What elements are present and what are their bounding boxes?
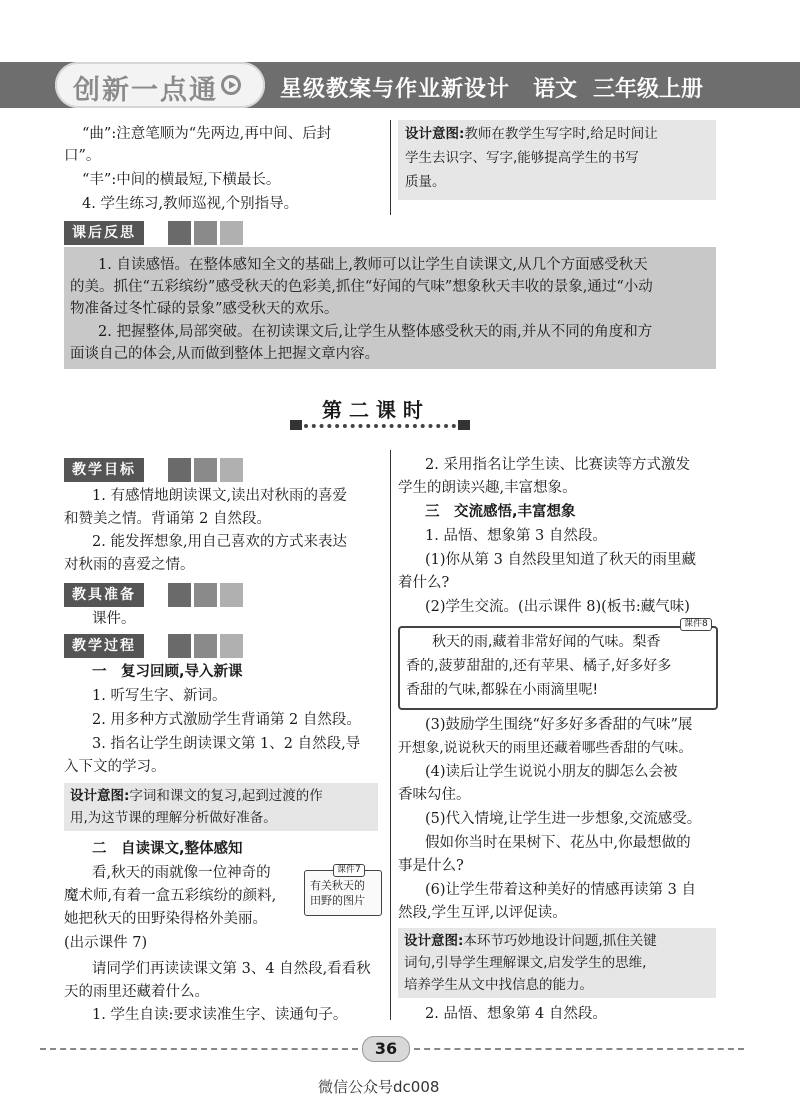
footer-dash-right (414, 1048, 744, 1050)
question6-line2: 然段,学生互评,以评促读。 (398, 905, 567, 921)
reflection-p1-line2: 的美。抓住“五彩缤纷”感受秋天的色彩美,抓住“好闻的气味”想象秋天丰收的景象,通过“小动 (70, 279, 653, 295)
design-note-right-line3: 培养学生从文中找信息的能力。 (404, 977, 593, 993)
question1-line2: 着什么? (398, 575, 450, 591)
design-note-left-line1 (70, 786, 323, 807)
watermark: 微信公众号dc008 (318, 1078, 440, 1096)
process-header (64, 634, 274, 658)
decor-square (220, 458, 243, 482)
step2-text-line3: 她把秋天的田野染得格外美丽。 (64, 911, 267, 927)
goal2-line2: 对秋雨的喜爱之情。 (64, 557, 195, 573)
step2-p2-line1: 请同学们再读读课文第 3、4 自然段,看看秋 (92, 961, 371, 977)
step1-title: 一 复习回顾,导入新课 (92, 664, 243, 680)
step1-item1: 1. 听写生字、新词。 (92, 688, 227, 704)
practice-step: 4. 学生练习,教师巡视,个别指导。 (82, 196, 299, 212)
question5: (5)代入情境,让学生进一步想象,交流感受。 (425, 811, 702, 827)
tools-header (64, 583, 274, 607)
design-note-top-line1 (405, 124, 658, 145)
design-note-left-line2: 用,为这节课的理解分析做好准备。 (70, 810, 277, 826)
decor-square (194, 221, 217, 245)
step2-item1: 1. 学生自读:要求读准生字、读通句子。 (92, 1007, 348, 1023)
step2-text-line1: 看,秋天的雨就像一位神奇的 (92, 865, 271, 881)
step2-text-line4: (出示课件 7) (64, 935, 148, 951)
decor-square (220, 634, 243, 658)
tools-tag: 教具准备 (64, 583, 144, 607)
step3-item1: 1. 品悟、想象第 3 自然段。 (425, 528, 607, 544)
decor-square (194, 634, 217, 658)
play-icon (221, 75, 241, 95)
question3-line1: (3)鼓励学生围绕“好多好多香甜的气味”展 (425, 717, 693, 733)
step2-title: 二 自读课文,整体感知 (92, 841, 243, 857)
courseware7-line2: 田野的图片 (310, 894, 365, 907)
column-divider-top (390, 120, 391, 215)
design-note-label: 设计意图: (70, 788, 130, 804)
goal1-line2: 和赞美之情。背诵第 2 自然段。 (64, 511, 271, 527)
design-note-text: 教师在教学生写字时,给足时间让 (464, 126, 658, 142)
courseware7-tag: 课件7 (333, 864, 365, 877)
decor-bar (458, 420, 470, 430)
lesson-title: 第 二 课 时 (322, 398, 423, 422)
question5-a-line2: 事是什么? (398, 858, 464, 874)
decor-square (194, 583, 217, 607)
title-underline (304, 424, 456, 428)
footer-dash-left (40, 1048, 358, 1050)
reflection-p2-line2: 面谈自己的体会,从而做到整体上把握文章内容。 (70, 346, 380, 362)
column-divider-main (390, 450, 391, 1020)
tools-text: 课件。 (92, 611, 136, 627)
feng-stroke-note: “丰”:中间的横最短,下横最长。 (82, 172, 281, 188)
book-title: 星级教案与作业新设计 (280, 77, 511, 102)
decor-square (168, 458, 191, 482)
question2: (2)学生交流。(出示课件 8)(板书:藏气味) (425, 599, 690, 615)
question4-line2: 香味勾住。 (398, 787, 471, 803)
question3-line2: 开想象,说说秋天的雨里还藏着哪些香甜的气味。 (398, 740, 693, 756)
design-note-top-line3: 质量。 (405, 174, 446, 190)
decor-bar (290, 420, 302, 430)
courseware8-tag: 课件8 (680, 618, 712, 631)
reflection-p2-line1: 2. 把握整体,局部突破。在初读课文后,让学生从整体感受秋天的雨,并从不同的角度和方 (98, 324, 653, 340)
courseware8-line1: 秋天的雨,藏着非常好闻的气味。梨香 (432, 634, 661, 650)
courseware7-line1: 有关秋天的 (310, 879, 365, 892)
question6-line1: (6)让学生带着这种美好的情感再读第 3 自 (425, 882, 696, 898)
subject-label: 语文 (533, 77, 578, 102)
design-note-label: 设计意图: (404, 933, 464, 949)
grade-label: 三年级上册 (593, 77, 704, 102)
decor-square (168, 221, 191, 245)
decor-square (168, 634, 191, 658)
reflection-header (64, 221, 274, 245)
question1-line1: (1)你从第 3 自然段里知道了秋天的雨里藏 (425, 552, 696, 568)
design-note-right-line2: 词句,引导学生理解课文,启发学生的思维, (404, 955, 647, 971)
design-note-text: 字词和课文的复习,起到过渡的作 (129, 788, 323, 804)
question5-a-line1: 假如你当时在果树下、花丛中,你最想做的 (425, 835, 691, 851)
step3-title: 三 交流感悟,丰富想象 (425, 504, 576, 520)
step2-text-line2: 魔术师,有着一盒五彩缤纷的颜料, (64, 888, 277, 904)
goal2-line1: 2. 能发挥想象,用自己喜欢的方式来表达 (92, 534, 348, 550)
design-note-text: 本环节巧妙地设计问题,抓住关键 (463, 933, 657, 949)
goals-tag: 教学目标 (64, 458, 144, 482)
page-number: 36 (362, 1036, 410, 1062)
courseware8-line3: 香甜的气味,都躲在小雨滴里呢! (406, 682, 599, 698)
decor-square (220, 221, 243, 245)
goals-header (64, 458, 274, 482)
qu-stroke-note-line1: “曲”:注意笔顺为“先两边,再中间、后封 (82, 126, 332, 142)
decor-square (194, 458, 217, 482)
reflection-p1-line3: 物准备过冬忙碌的景象”感受秋天的欢乐。 (70, 301, 339, 317)
right-last-item: 2. 品悟、想象第 4 自然段。 (425, 1006, 607, 1022)
step2-p2-line2: 天的雨里还藏着什么。 (64, 984, 209, 1000)
design-note-right-line1 (404, 931, 657, 952)
decor-square (220, 583, 243, 607)
reflection-tag: 课后反思 (64, 221, 144, 245)
question4-line1: (4)读后让学生说说小朋友的脚怎么会被 (425, 764, 678, 780)
decor-square (168, 583, 191, 607)
courseware8-line2: 香的,菠萝甜甜的,还有苹果、橘子,好多好多 (406, 658, 672, 674)
step1-item3-line1: 3. 指名让学生朗读课文第 1、2 自然段,导 (92, 736, 361, 752)
goal1-line1: 1. 有感情地朗读课文,读出对秋雨的喜爱 (92, 488, 348, 504)
right-item2-line2: 学生的朗读兴趣,丰富想象。 (398, 480, 577, 496)
reflection-p1-line1: 1. 自读感悟。在整体感知全文的基础上,教师可以让学生自读课文,从几个方面感受秋天 (98, 257, 648, 273)
step1-item3-line2: 入下文的学习。 (64, 759, 166, 775)
design-note-top-line2: 学生去识字、写字,能够提高学生的书写 (405, 150, 639, 166)
qu-stroke-note-line2: 口”。 (64, 148, 101, 164)
brand-title: 创新一点通 (73, 75, 218, 106)
design-note-label: 设计意图: (405, 126, 465, 142)
step1-item2: 2. 用多种方式激励学生背诵第 2 自然段。 (92, 712, 361, 728)
process-tag: 教学过程 (64, 634, 144, 658)
right-item2-line1: 2. 采用指名让学生读、比赛读等方式激发 (425, 457, 690, 473)
